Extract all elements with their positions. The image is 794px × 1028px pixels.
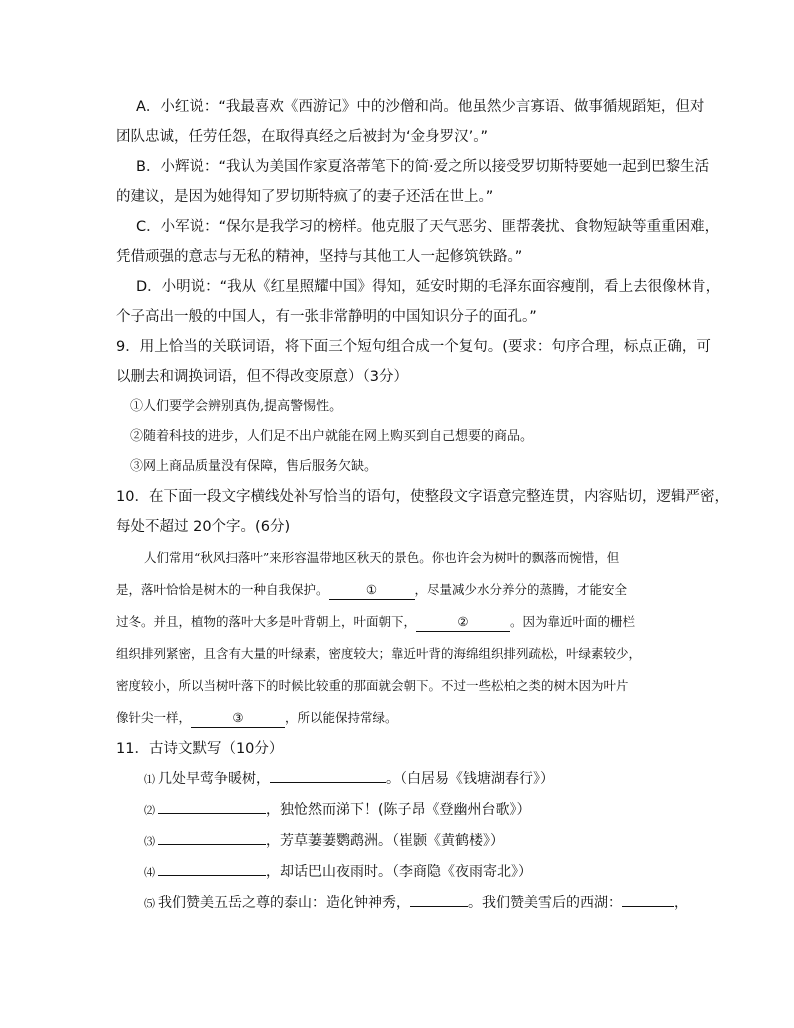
q11-answer-blank[interactable]: [410, 890, 468, 907]
q11-item-text: ，: [674, 895, 688, 911]
q8-option-b-line2: 的建议，是因为她得知了罗切斯特疯了的妻子还活在世上。”: [116, 189, 494, 205]
q10-stem-line2: 每处不超过 20个字。(6分): [116, 519, 291, 535]
q10-blank-1[interactable]: ①: [329, 581, 415, 600]
q11-item-text: ，独怆然而涕下！(陈子昂《登幽州台歌》）: [266, 802, 531, 818]
q8-option-c-line2: 凭借顽强的意志与无私的精神，坚持与其他工人一起修筑铁路。”: [116, 249, 523, 265]
q10-passage-text: 是，落叶恰恰是树木的一种自我保护。: [116, 582, 329, 597]
q10-passage-line4: 组织排列紧密，且含有大量的叶绿素，密度较大；靠近叶背的海绵组织排列疏松，叶绿素较少，: [116, 646, 642, 661]
question-10: [116, 482, 729, 734]
q8-option-b-line1: B．小辉说：“我认为美国作家夏洛蒂笔下的简·爱之所以接受罗切斯特要她一起到巴黎生活: [136, 159, 710, 175]
q11-answer-blank[interactable]: [158, 797, 266, 814]
q11-item-5: [116, 888, 688, 919]
q8-option-a-line1: A．小红说：“我最喜欢《西游记》中的沙僧和尚。他虽然少言寡语、做事循规蹈矩，但对: [136, 99, 705, 115]
q11-item-text: ，却话巴山夜雨时。（李商隐《夜雨寄北》）: [266, 864, 532, 880]
q8-option-a: [116, 92, 705, 152]
q9-stem-line1: 9．用上恰当的关联词语，将下面三个短句组合成一个复句。(要求：句序合理，标点正确，可: [116, 339, 711, 355]
q11-item-text: 几处早莺争暖树，: [158, 771, 270, 787]
q8-option-d-line1: D．小明说：“我从《红星照耀中国》得知，延安时期的毛泽东面容瘦削，看上去很像林肯，: [136, 279, 721, 295]
q8-option-c: [116, 212, 720, 272]
q11-answer-blank[interactable]: [622, 890, 674, 907]
q9-item-3: ③网上商品质量没有保障，售后服务欠缺。: [130, 459, 378, 474]
q10-passage-line5: 密度较小，所以当树叶落下的时候比较重的那面就会朝下。不过一些松柏之类的树木因为叶片: [116, 678, 629, 693]
q10-passage-line3: [116, 606, 688, 638]
q11-item-text: 。我们赞美雪后的西湖：: [468, 895, 622, 911]
q10-blank-3[interactable]: ③: [191, 709, 285, 728]
q11-answer-blank[interactable]: [270, 766, 386, 783]
q8-option-c-line1: C．小军说：“保尔是我学习的榜样。他克服了天气恶劣、匪帮袭扰、食物短缺等重重困难，: [136, 219, 720, 235]
q10-passage-text: 过冬。并且，植物的落叶大多是叶背朝上，叶面朝下，: [116, 614, 417, 629]
q11-item-text: ，芳草萋萋鹦鹉洲。（崔颢《黄鹤楼》）: [266, 833, 504, 849]
question-9: [116, 332, 711, 482]
q8-option-d-line2: 个子高出一般的中国人，有一张非常静明的中国知识分子的面孔。”: [116, 309, 537, 325]
q11-item-number: ⑵: [144, 804, 155, 817]
q10-passage-text: ，尽量减少水分养分的蒸腾，才能安全: [414, 582, 628, 597]
q9-item-1: ①人们要学会辨别真伪,提高警惕性。: [130, 399, 343, 414]
q11-item-number: ⑶: [144, 835, 155, 848]
q10-passage-line2: [116, 574, 688, 606]
q11-item-number: ⑴: [144, 773, 155, 786]
q10-stem-line1: 10．在下面一段文字横线处补写恰当的语句，使整段文字语意完整连贯，内容贴切，逻辑严密，: [116, 489, 729, 505]
q11-item-2: [116, 795, 688, 826]
q10-passage-line6: [116, 702, 688, 734]
q8-option-a-line2: 团队忠诚，任劳任怨，在取得真经之后被封为‘金身罗汉’。”: [116, 129, 488, 145]
q11-answer-blank[interactable]: [158, 859, 266, 876]
q8-option-b: [116, 152, 710, 212]
q8-option-d: [116, 272, 721, 332]
q9-item-2: ②随着科技的进步，人们足不出户就能在网上购买到自己想要的商品。: [130, 429, 534, 444]
q10-passage-line1: 人们常用“秋风扫落叶”来形容温带地区秋天的景色。你也许会为树叶的飘落而惋惜，但: [144, 550, 620, 565]
q11-stem: 11．古诗文默写（10分）: [116, 741, 284, 757]
question-11: [116, 734, 688, 919]
q11-item-text: 我们赞美五岳之尊的泰山：造化钟神秀，: [158, 895, 410, 911]
q9-stem-line2: 以删去和调换词语，但不得改变原意）（3分）: [116, 369, 408, 385]
q10-passage-text: 像针尖一样，: [116, 710, 192, 725]
q11-item-text: 。（白居易《钱塘湖春行》）: [386, 771, 554, 787]
q11-answer-blank[interactable]: [158, 828, 266, 845]
q10-passage-text: ，所以能保持常绿。: [285, 710, 398, 725]
q11-item-4: [116, 857, 688, 888]
q11-item-number: ⑷: [144, 866, 155, 879]
q10-blank-2[interactable]: ②: [416, 613, 510, 632]
q10-passage-text: 。因为靠近叶面的栅栏: [510, 614, 636, 629]
q11-item-number: ⑸: [144, 897, 155, 910]
q11-item-1: [116, 764, 688, 795]
exam-page: [116, 92, 729, 919]
q11-item-3: [116, 826, 688, 857]
